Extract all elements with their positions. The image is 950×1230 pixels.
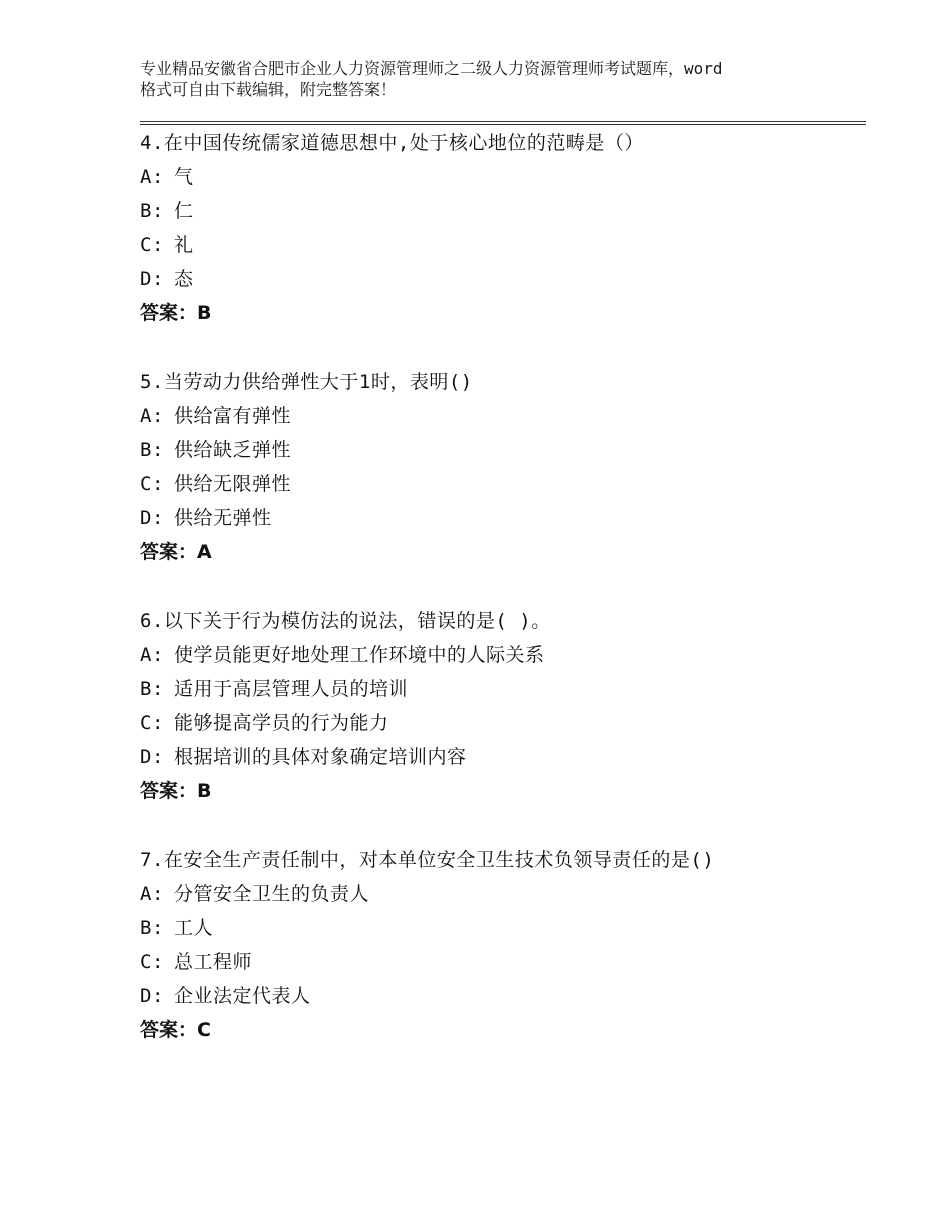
option-key: C: — [140, 234, 164, 256]
header-title-line-2: 格式可自由下载编辑，附完整答案！ — [140, 80, 397, 99]
question-block — [140, 843, 840, 1047]
option-text: 企业法定代表人 — [174, 985, 311, 1007]
option-key: B: — [140, 200, 164, 222]
option-b — [140, 194, 840, 228]
option-text: 适用于高层管理人员的培训 — [174, 678, 409, 700]
option-d — [140, 740, 840, 774]
option-d — [140, 262, 840, 296]
question-text: 6.以下关于行为模仿法的说法，错误的是( )。 — [140, 610, 551, 632]
option-key: B: — [140, 678, 164, 700]
option-key: B: — [140, 439, 164, 461]
option-key: A: — [140, 883, 164, 905]
question-text: 7.在安全生产责任制中，对本单位安全卫生技术负领导责任的是() — [140, 849, 715, 871]
option-key: D: — [140, 507, 164, 529]
option-c — [140, 228, 840, 262]
option-key: D: — [140, 985, 164, 1007]
option-text: 供给缺乏弹性 — [174, 439, 292, 461]
option-text: 态 — [174, 268, 194, 290]
option-key: C: — [140, 712, 164, 734]
option-key: A: — [140, 405, 164, 427]
option-text: 工人 — [174, 917, 214, 939]
option-key: D: — [140, 268, 164, 290]
option-text: 供给无弹性 — [174, 507, 272, 529]
option-c — [140, 945, 840, 979]
header-title-line-1: 专业精品安徽省合肥市企业人力资源管理师之二级人力资源管理师考试题库，word — [140, 59, 723, 78]
option-a — [140, 160, 840, 194]
option-text: 礼 — [174, 234, 194, 256]
document-header — [140, 58, 840, 100]
option-key: B: — [140, 917, 164, 939]
answer-line: 答案：B — [140, 780, 212, 802]
option-a — [140, 638, 840, 672]
question-block — [140, 365, 840, 569]
option-d — [140, 501, 840, 535]
option-text: 分管安全卫生的负责人 — [174, 883, 370, 905]
answer-line: 答案：A — [140, 541, 212, 563]
answer-line: 答案：B — [140, 302, 212, 324]
option-text: 能够提高学员的行为能力 — [174, 712, 389, 734]
option-key: C: — [140, 473, 164, 495]
header-divider-bottom — [140, 124, 866, 125]
option-key: C: — [140, 951, 164, 973]
option-b — [140, 433, 840, 467]
option-key: A: — [140, 166, 164, 188]
option-d — [140, 979, 840, 1013]
option-b — [140, 911, 840, 945]
question-text: 5.当劳动力供给弹性大于1时，表明() — [140, 371, 473, 393]
question-block — [140, 126, 840, 330]
answer-line: 答案：C — [140, 1019, 211, 1041]
option-c — [140, 706, 840, 740]
option-a — [140, 399, 840, 433]
option-key: A: — [140, 644, 164, 666]
option-text: 供给富有弹性 — [174, 405, 292, 427]
option-key: D: — [140, 746, 164, 768]
header-divider-top — [140, 121, 866, 122]
option-text: 供给无限弹性 — [174, 473, 292, 495]
option-text: 使学员能更好地处理工作环境中的人际关系 — [174, 644, 545, 666]
option-a — [140, 877, 840, 911]
option-text: 总工程师 — [174, 951, 253, 973]
question-block — [140, 604, 840, 808]
option-c — [140, 467, 840, 501]
option-text: 根据培训的具体对象确定培训内容 — [174, 746, 467, 768]
question-text: 4.在中国传统儒家道德思想中,处于核心地位的范畴是（） — [140, 132, 644, 154]
option-text: 气 — [174, 166, 194, 188]
option-text: 仁 — [174, 200, 194, 222]
option-b — [140, 672, 840, 706]
